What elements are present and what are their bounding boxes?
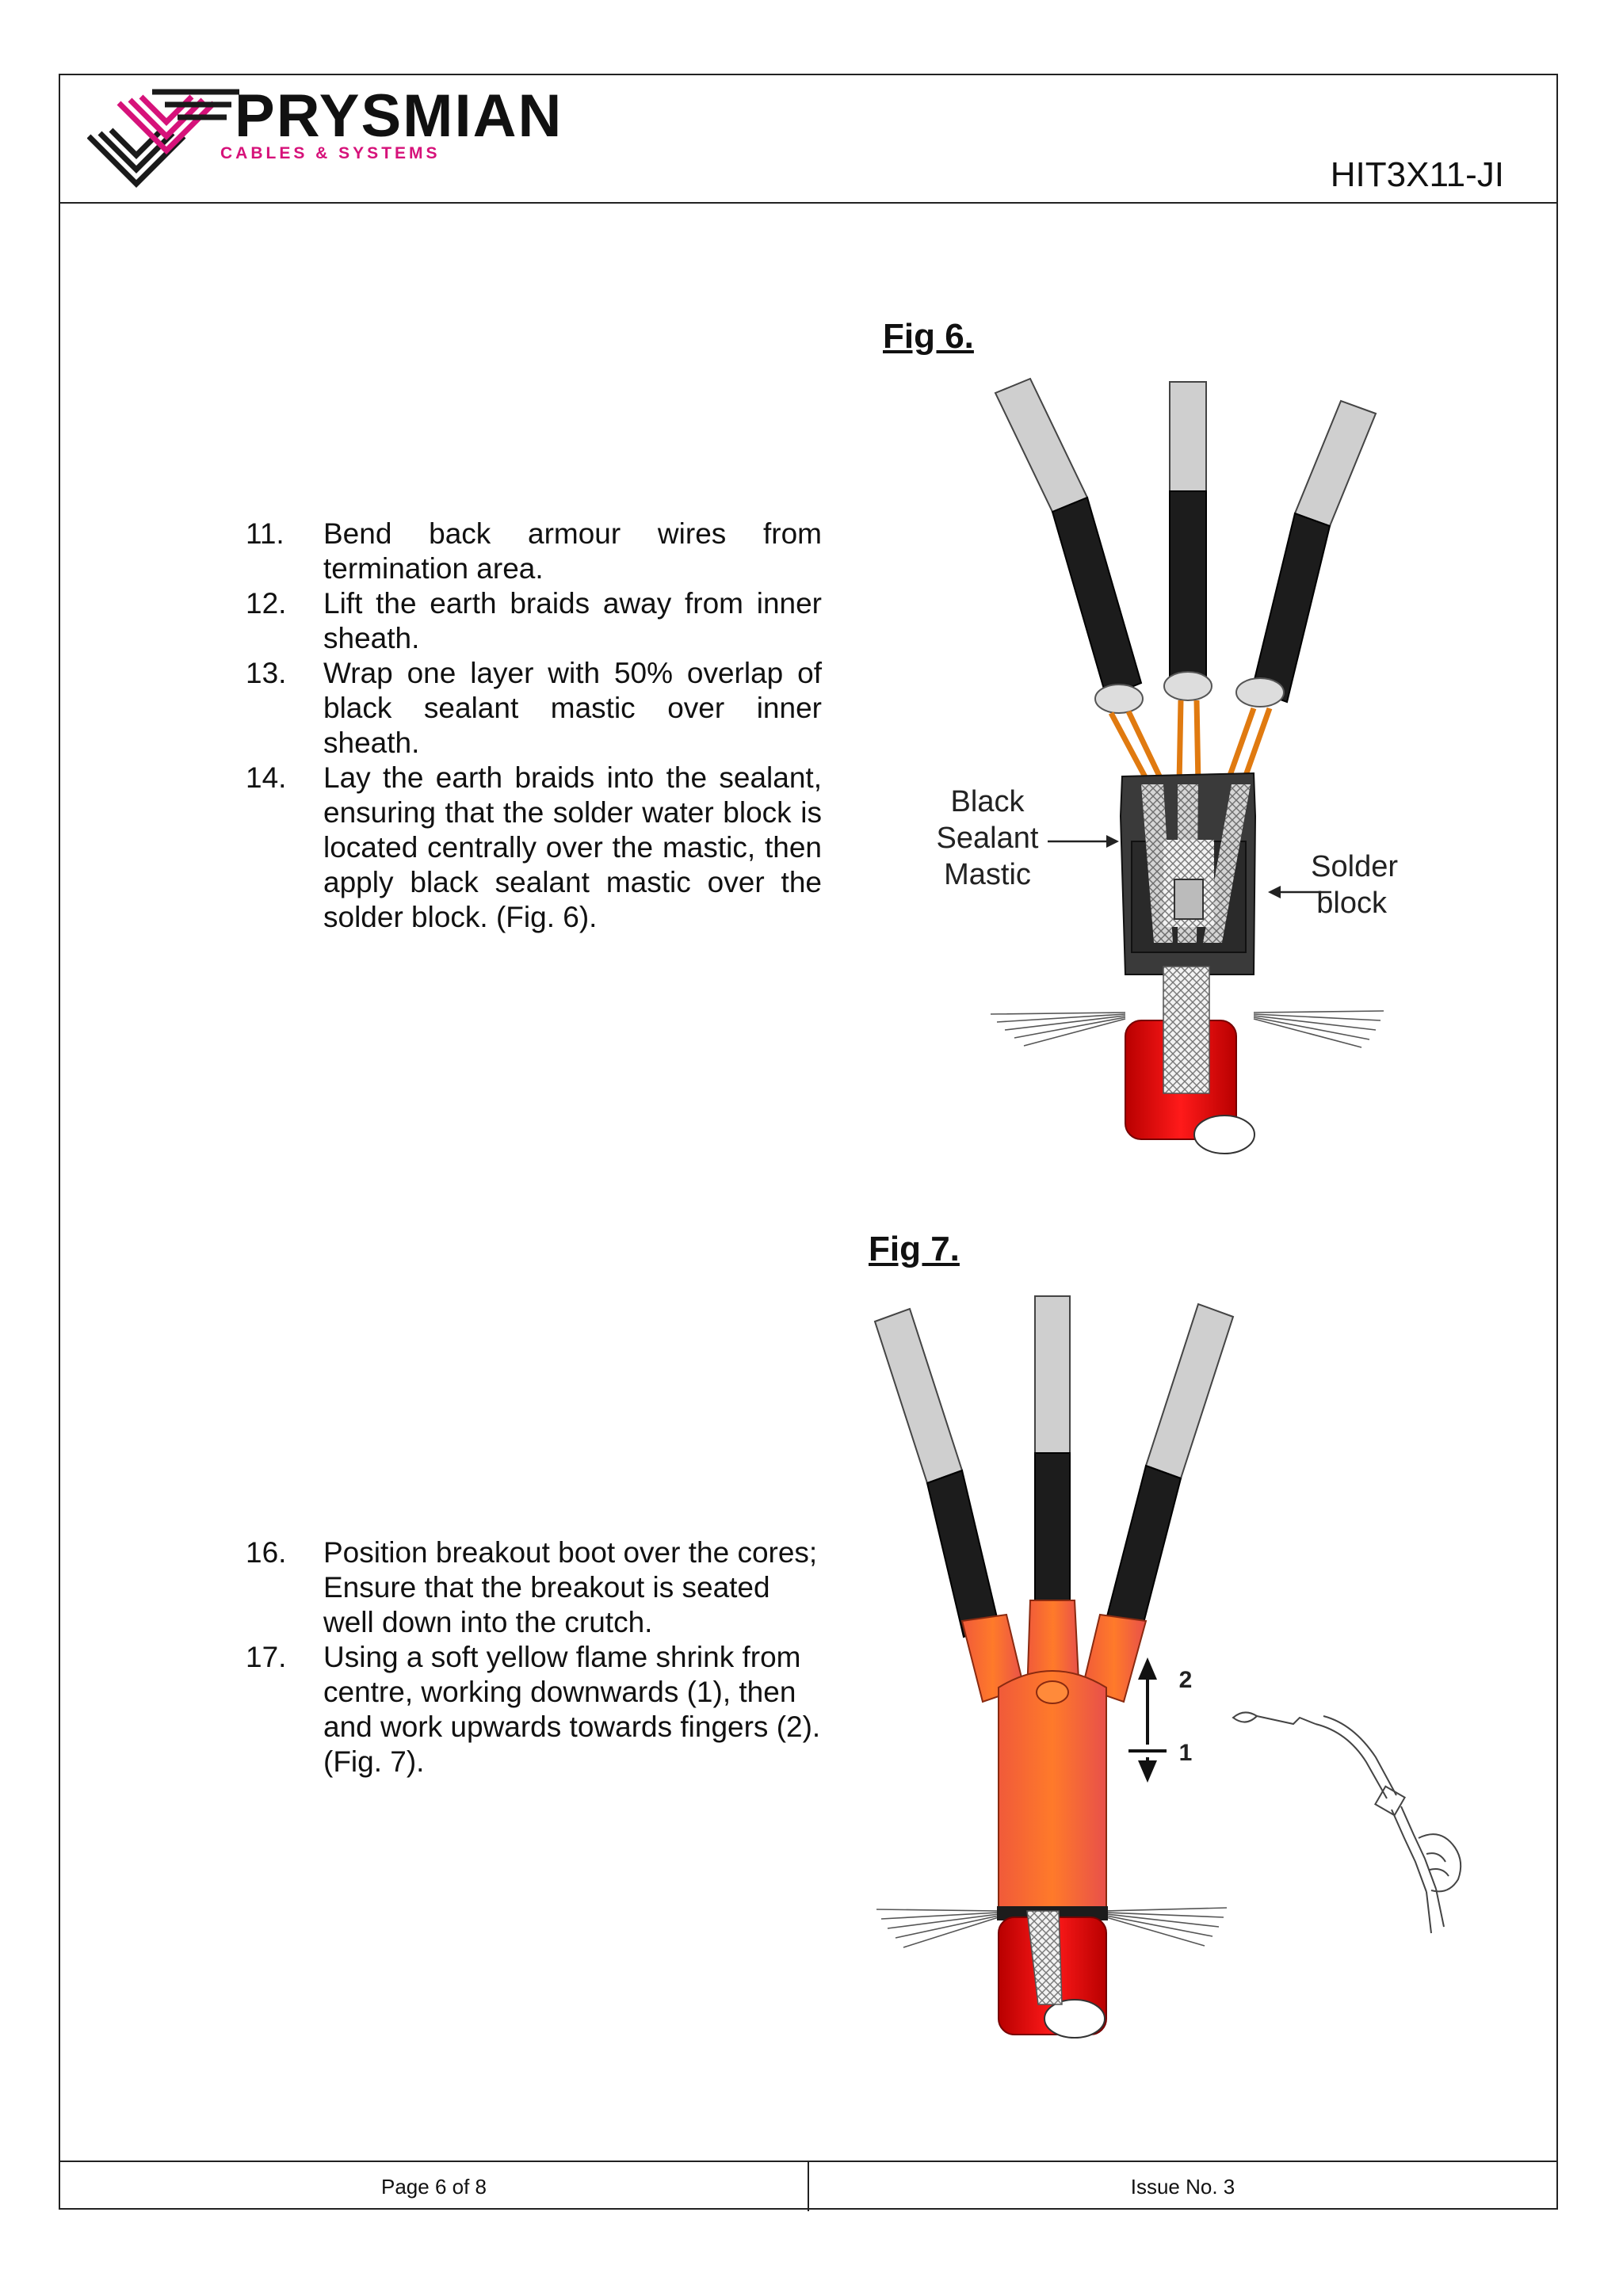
step-text: Wrap one layer with 50% overlap of black sealant mastic over inner sheath. <box>323 657 822 759</box>
step-number: 17. <box>246 1641 287 1673</box>
steps-list-2 <box>246 1535 822 1779</box>
page-number: Page 6 of 8 <box>381 2175 487 2199</box>
figure-7-diagram <box>872 1283 1474 2044</box>
arrow-up-label: 2 <box>1178 1667 1193 1693</box>
figure-6-title: Fig 6. <box>883 317 974 356</box>
brand-tagline: CABLES & SYSTEMS <box>220 144 441 162</box>
mastic-label-line-3: Mastic <box>944 858 1031 891</box>
mastic-arrow-icon <box>1048 835 1119 848</box>
step-number: 16. <box>246 1536 287 1569</box>
footer <box>60 2161 1556 2211</box>
figure-7-title: Fig 7. <box>869 1230 960 1268</box>
figure-6-diagram <box>911 372 1403 1157</box>
direction-arrows-icon <box>1128 1657 1167 1783</box>
gas-torch-icon <box>1233 1712 1461 1933</box>
logo-mark-icon <box>89 92 239 184</box>
step-number: 14. <box>246 761 287 794</box>
list-item <box>246 656 822 761</box>
list-item <box>246 1640 822 1779</box>
list-item <box>246 761 822 935</box>
arrow-down-label: 1 <box>1178 1740 1193 1766</box>
list-item <box>246 1535 822 1640</box>
solder-label-line-1: Solder <box>1311 850 1398 883</box>
step-number: 12. <box>246 587 287 620</box>
header-divider <box>60 202 1556 204</box>
step-text: Position breakout boot over the cores; Ensure that the breakout is seated well down into the crutch. <box>323 1536 818 1638</box>
brand-name: PRYSMIAN <box>235 87 563 150</box>
step-number: 13. <box>246 657 287 689</box>
mastic-label-line-2: Sealant <box>936 822 1039 855</box>
mastic-label-line-1: Black <box>950 785 1025 818</box>
step-number: 11. <box>246 517 285 550</box>
document-code: HIT3X11-JI <box>1330 155 1504 194</box>
issue-number: Issue No. 3 <box>808 2162 1556 2211</box>
step-text: Lay the earth braids into the sealant, ensuring that the solder water block is located centrally over the mastic, then apply black sealant mastic over the solder block. (Fig. 6). <box>323 761 822 933</box>
step-text: Bend back armour wires from termination area. <box>323 517 822 585</box>
step-text: Lift the earth braids away from inner sheath. <box>323 587 822 654</box>
company-logo <box>87 87 674 190</box>
step-text: Using a soft yellow flame shrink from centre, working downwards (1), then and work upwards towards fingers (2). (Fig. 7). <box>323 1641 821 1778</box>
solder-label-line-2: block <box>1316 887 1387 920</box>
list-item <box>246 586 822 656</box>
steps-list-1 <box>246 517 822 935</box>
list-item <box>246 517 822 586</box>
